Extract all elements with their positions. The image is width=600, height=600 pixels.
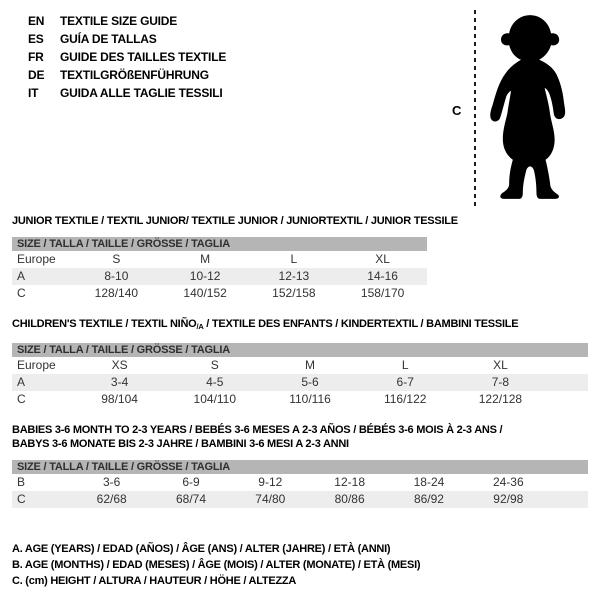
- language-title: TEXTILGRÖßENFÜHRUNG: [60, 68, 209, 82]
- cell-value: 6-9: [182, 475, 200, 489]
- cell-value: 116/122: [383, 392, 427, 406]
- cell-value: 18-24: [413, 475, 445, 489]
- row-label: Europe: [17, 252, 56, 266]
- height-marker-label: C: [452, 103, 462, 118]
- size-table: [12, 460, 588, 508]
- cell-value: 9-12: [258, 475, 283, 489]
- cell-value: XS: [111, 358, 128, 372]
- tables: [12, 214, 588, 589]
- footnote-line: B. AGE (MONTHS) / EDAD (MESES) / ÂGE (MOIS) / ALTER (MONATE) / ETÀ (MESI): [12, 559, 421, 571]
- cell-value: 12-18: [334, 475, 365, 489]
- cell-value: 68/74: [175, 492, 206, 506]
- language-title: GUIDE DES TAILLES TEXTILE: [60, 50, 227, 64]
- filler-cell: [548, 491, 588, 508]
- table-title-line: [12, 214, 588, 228]
- row-label: B: [17, 475, 26, 489]
- table-header-bar: SIZE / TALLA / TAILLE / GRÖSSE / TAGLIA: [12, 460, 588, 474]
- size-table: [12, 237, 427, 302]
- table-title-text: JUNIOR TEXTILE / TEXTIL JUNIOR/ TEXTILE JUNIOR / JUNIORTEXTIL / JUNIOR TESSILE: [12, 215, 458, 227]
- row-label: C: [17, 392, 26, 406]
- table-header-bar: SIZE / TALLA / TAILLE / GRÖSSE / TAGLIA: [12, 343, 588, 357]
- footnote-line: A. AGE (YEARS) / EDAD (AÑOS) / ÂGE (ANS) / ALTER (JAHRE) / ETÀ (ANNI): [12, 543, 391, 555]
- cell-value: XL: [375, 252, 390, 266]
- cell-value: S: [210, 358, 219, 372]
- language-row: [28, 84, 226, 102]
- cell-value: 4-5: [206, 375, 224, 389]
- cell-value: 8-10: [104, 269, 129, 283]
- row-label: A: [17, 269, 26, 283]
- cell-value: 128/140: [94, 286, 139, 300]
- row-label: C: [17, 492, 26, 506]
- cell-value: 86/92: [413, 492, 444, 506]
- cell-value: 98/104: [101, 392, 138, 406]
- cell-value: 62/68: [96, 492, 127, 506]
- cell-value: 6-7: [396, 375, 414, 389]
- cell-value: M: [200, 252, 211, 266]
- table-row: [12, 491, 588, 508]
- language-row: [28, 66, 226, 84]
- size-table-section: [12, 423, 588, 508]
- cell-value: 140/152: [183, 286, 227, 300]
- table-title-text: BABIES 3-6 MONTH TO 2-3 YEARS / BEBÉS 3-6 MESES A 2-3 AÑOS / BÉBÉS 3-6 MOIS À 2-3 ANS /: [12, 424, 503, 436]
- cell-value: 3-4: [110, 375, 129, 389]
- row-label: Europe: [17, 358, 56, 372]
- language-row: [28, 12, 226, 30]
- cell-value: 122/128: [478, 392, 523, 406]
- cell-value: 12-13: [278, 269, 310, 283]
- filler-cell: [548, 374, 588, 391]
- footnote-line: C. (cm) HEIGHT / ALTURA / HAUTEUR / HÖHE / ALTEZZA: [12, 575, 297, 587]
- table-title-line: [12, 317, 588, 334]
- table-row: [12, 268, 427, 285]
- cell-value: 14-16: [367, 269, 398, 283]
- cell-value: 10-12: [189, 269, 221, 283]
- table-title-text: / TEXTILE DES ENFANTS / KINDERTEXTIL / BAMBINI TESSILE: [203, 318, 519, 330]
- table-row: [12, 357, 588, 374]
- cell-value: 24-36: [492, 475, 524, 489]
- row-label: C: [17, 286, 26, 300]
- filler-cell: [548, 357, 588, 374]
- cell-value: L: [401, 358, 409, 372]
- language-code: EN: [28, 14, 45, 28]
- cell-value: 3-6: [102, 475, 121, 489]
- size-table-section: [12, 214, 588, 302]
- table-row: [12, 251, 427, 268]
- table-row: [12, 391, 588, 408]
- table-title-line: [12, 423, 588, 437]
- table-title: [12, 317, 588, 334]
- cell-value: L: [290, 252, 298, 266]
- table-row: [12, 285, 427, 302]
- cell-value: 5-6: [301, 375, 319, 389]
- table-title-text: /A: [196, 322, 204, 331]
- cell-value: 74/80: [255, 492, 286, 506]
- height-dashed-line: [474, 10, 476, 208]
- cell-value: 80/86: [334, 492, 365, 506]
- size-table: [12, 343, 588, 408]
- cell-value: S: [112, 252, 121, 266]
- language-title: GUIDA ALLE TAGLIE TESSILI: [60, 86, 223, 100]
- table-title-line: [12, 437, 588, 451]
- language-code: ES: [28, 32, 44, 46]
- table-title-text: BABYS 3-6 MONATE BIS 2-3 JAHRE / BAMBINI 3-6 MESI A 2-3 ANNI: [12, 438, 349, 450]
- language-code: FR: [28, 50, 44, 64]
- footnotes: [12, 541, 588, 589]
- table-title: [12, 423, 588, 451]
- language-title: GUÍA DE TALLAS: [60, 32, 157, 46]
- language-legend: [28, 12, 226, 102]
- table-row: [12, 374, 588, 391]
- filler-cell: [548, 391, 588, 408]
- cell-value: M: [305, 358, 315, 372]
- cell-value: XL: [493, 358, 508, 372]
- language-code: DE: [28, 68, 45, 82]
- cell-value: 104/110: [193, 392, 237, 406]
- language-code: IT: [28, 86, 39, 100]
- cell-value: 92/98: [493, 492, 524, 506]
- cell-value: 110/116: [289, 392, 331, 406]
- cell-value: 158/170: [360, 286, 405, 300]
- cell-value: 152/158: [272, 286, 316, 300]
- language-row: [28, 48, 226, 66]
- cell-value: 7-8: [491, 375, 510, 389]
- table-row: [12, 474, 588, 491]
- filler-cell: [548, 474, 588, 491]
- row-label: A: [17, 375, 26, 389]
- table-header-bar: SIZE / TALLA / TAILLE / GRÖSSE / TAGLIA: [12, 237, 427, 251]
- table-title: [12, 214, 588, 228]
- language-row: [28, 30, 226, 48]
- size-table-section: [12, 317, 588, 408]
- table-title-text: CHILDREN'S TEXTILE / TEXTIL NIÑO: [12, 318, 197, 330]
- baby-silhouette-icon: [481, 6, 581, 208]
- language-title: TEXTILE SIZE GUIDE: [60, 14, 178, 28]
